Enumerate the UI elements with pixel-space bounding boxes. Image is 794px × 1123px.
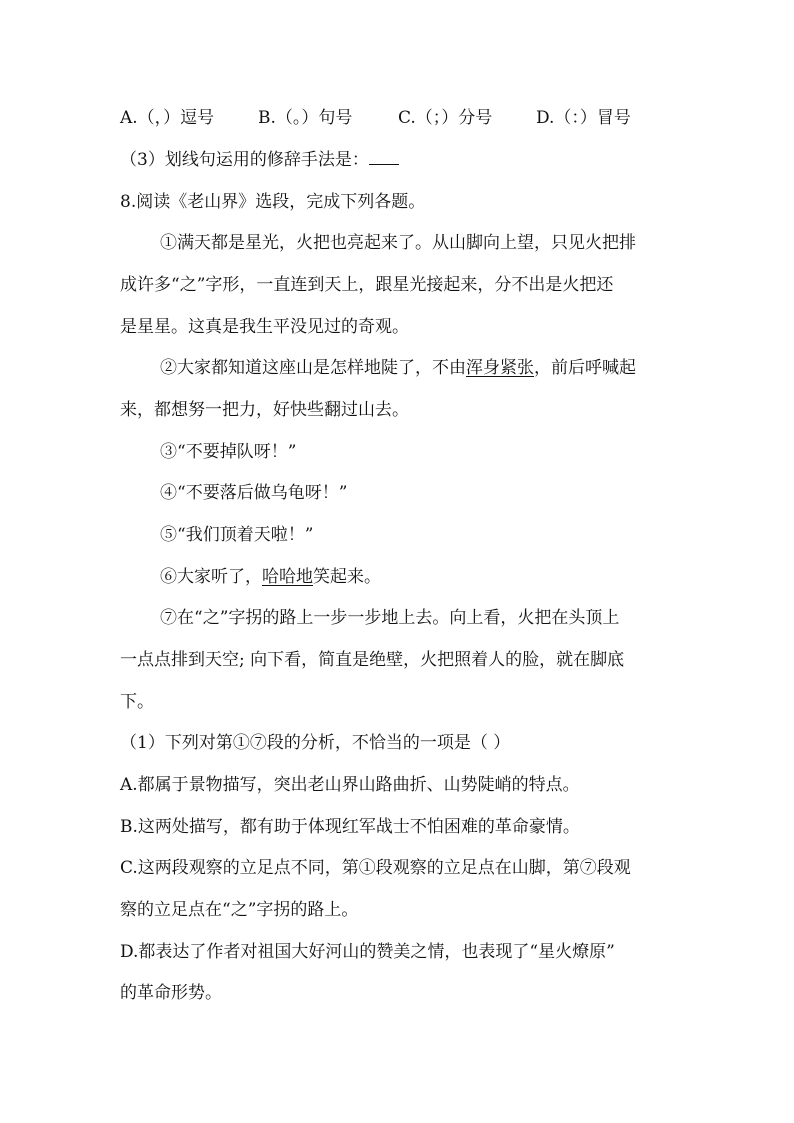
q8-option-a[interactable]: A.都属于景物描写，突出老山界山路曲折、山势陡峭的特点。 [120, 775, 580, 795]
q7-option-b[interactable]: B.（。）句号 [258, 108, 353, 128]
q8-option-d-line2[interactable]: 的革命形势。 [120, 983, 222, 1003]
p2-text-pre: ②大家都知道这座山是怎样地陡了，不由 [160, 358, 466, 378]
p2-text-post: ，前后呼喊起 [534, 358, 636, 378]
passage-p2-line1 [160, 356, 720, 380]
p6-text-post: 笑起来。 [313, 567, 381, 587]
passage-p1-line1: ①满天都是星光，火把也亮起来了。从山脚向上望，只见火把排 [160, 233, 636, 253]
q8-option-c-line1[interactable]: C.这两段观察的立足点不同，第①段观察的立足点在山脚，第⑦段观 [120, 858, 631, 878]
q8-option-b[interactable]: B.这两处描写，都有助于体现红军战士不怕困难的革命豪情。 [120, 817, 580, 837]
q7-option-c[interactable]: C.（；）分号 [398, 108, 493, 128]
q7-sub3 [120, 148, 680, 172]
q8-sub1-question: （1）下列对第①⑦段的分析，不恰当的一项是（ ） [120, 733, 511, 753]
p6-underlined-phrase: 哈哈地 [262, 567, 313, 587]
passage-p7-line1: ⑦在“之”字拐的路上一步一步地上去。向上看，火把在头顶上 [160, 608, 620, 628]
passage-p5: ⑤“我们顶着天啦！” [160, 525, 314, 545]
q7-option-d[interactable]: D.（：）冒号 [536, 108, 631, 128]
passage-p7-line2: 一点点排到天空; 向下看，简直是绝壁，火把照着人的脸，就在脚底 [120, 650, 625, 670]
q8-option-d-line1[interactable]: D.都表达了作者对祖国大好河山的赞美之情，也表现了“星火燎原” [120, 942, 615, 962]
passage-p1-line3: 是星星。这真是我生平没见过的奇观。 [120, 317, 409, 337]
q7-option-a[interactable]: A.（，）逗号 [120, 108, 215, 128]
answer-blank[interactable] [369, 149, 399, 165]
q8-title: 8.阅读《老山界》选段，完成下列各题。 [120, 192, 426, 212]
q7-options-row [120, 106, 680, 130]
passage-p2-line2: 来，都想努一把力，好快些翻过山去。 [120, 400, 409, 420]
passage-p3: ③“不要掉队呀！” [160, 442, 297, 462]
passage-p6 [160, 565, 720, 589]
passage-p7-line3: 下。 [120, 692, 154, 712]
passage-p4: ④“不要落后做乌龟呀！” [160, 483, 348, 503]
q7-sub3-text: （3）划线句运用的修辞手法是： [120, 150, 369, 170]
passage-p1-line2: 成许多“之”字形，一直连到天上，跟星光接起来，分不出是火把还 [120, 275, 614, 295]
q8-option-c-line2[interactable]: 察的立足点在“之”字拐的路上。 [120, 900, 359, 920]
p6-text-pre: ⑥大家听了， [160, 567, 262, 587]
p2-underlined-phrase: 浑身紧张 [466, 358, 534, 378]
